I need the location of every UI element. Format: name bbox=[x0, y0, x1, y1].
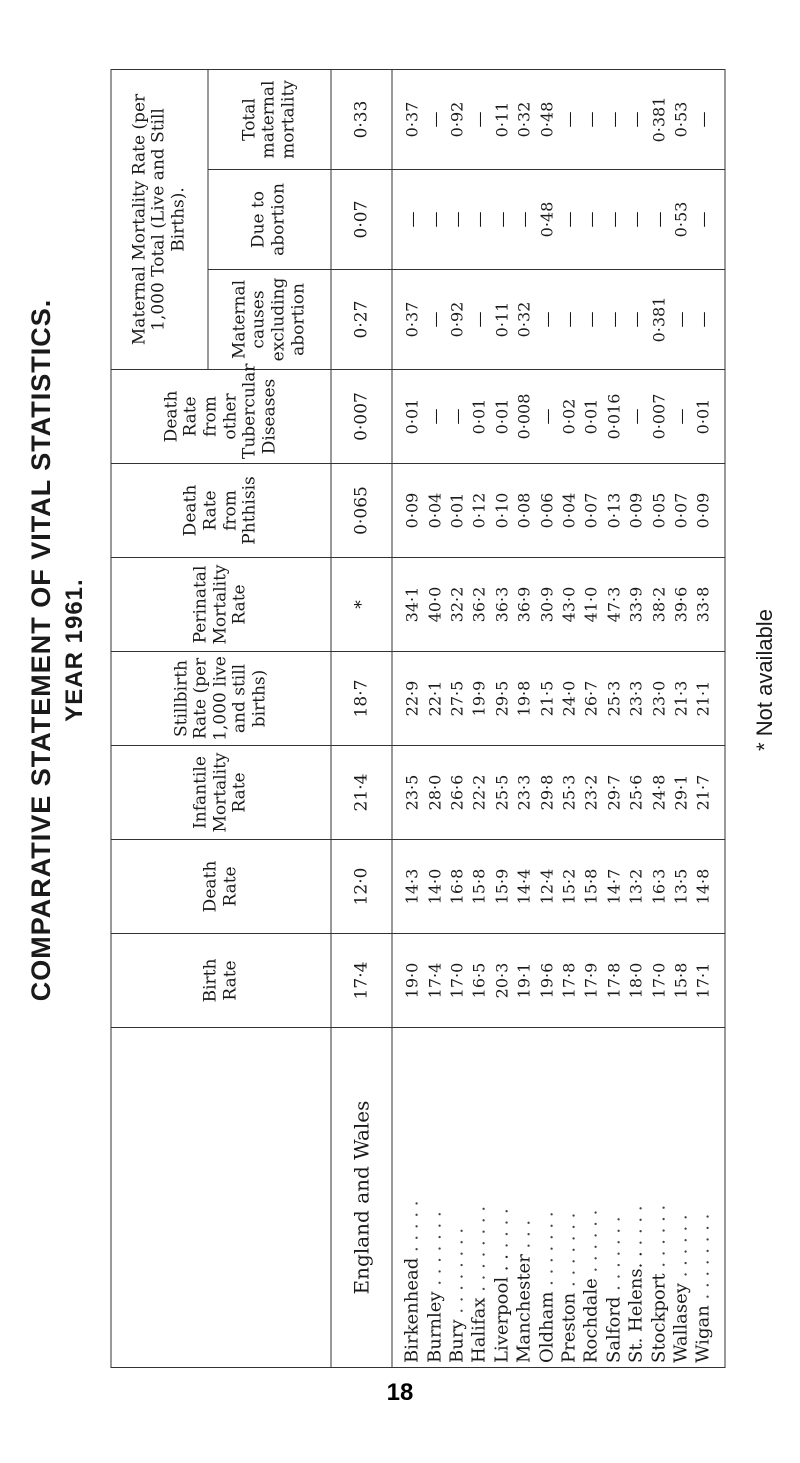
header-phthisis: Death Rate from Phthisis bbox=[111, 464, 331, 558]
cell-still: 26·7 bbox=[581, 680, 601, 717]
cell-mat-abort: — bbox=[693, 211, 713, 228]
cell-death: 13·5 bbox=[670, 868, 690, 905]
area-label: Salford bbox=[602, 1296, 624, 1363]
cell-perinatal: 33·9 bbox=[626, 586, 646, 623]
cell-tuberc: 0·01 bbox=[469, 398, 489, 435]
cell-phthisis: 0·08 bbox=[514, 492, 534, 529]
phthisis-column bbox=[392, 464, 725, 558]
area-name bbox=[625, 1032, 647, 1363]
cell-birth: 17·8 bbox=[603, 962, 623, 999]
cell-mat-excl: — bbox=[469, 311, 489, 328]
cell-perinatal: 39·6 bbox=[670, 586, 690, 623]
cell-still: 19·9 bbox=[469, 680, 489, 717]
leader-dots: . . . . . . . . bbox=[446, 1227, 468, 1314]
cell-infant: 23·2 bbox=[581, 774, 601, 811]
area-label: Wigan bbox=[692, 1305, 714, 1363]
area-name bbox=[491, 1032, 513, 1363]
cell-phthisis: 0·09 bbox=[626, 492, 646, 529]
cell-death: 16·8 bbox=[447, 868, 467, 905]
cell-mat-abort: 0·53 bbox=[670, 201, 690, 238]
header-maternal-total: Total maternal mortality bbox=[208, 69, 331, 169]
cell-infant: 21·7 bbox=[693, 774, 713, 811]
cell-death: 14·8 bbox=[693, 868, 713, 905]
birth-rate-column bbox=[392, 934, 725, 1028]
cell-still: 19·8 bbox=[514, 680, 534, 717]
area-label: Manchester bbox=[513, 1254, 535, 1363]
area-name bbox=[424, 1032, 446, 1363]
header-stillbirth-rate: Stillbirth Rate (per 1,000 live and still births) bbox=[111, 652, 331, 746]
cell-birth: 18·0 bbox=[626, 962, 646, 999]
leader-dots: . . . . . bbox=[401, 1200, 423, 1253]
cell-phthisis: 0·01 bbox=[447, 492, 467, 529]
leader-dots: . . . . . . . bbox=[602, 1216, 624, 1291]
cell-mat-excl: 0·37 bbox=[402, 301, 422, 338]
footnote: * Not available bbox=[752, 609, 777, 751]
cell-phthisis: 0·04 bbox=[424, 492, 444, 529]
leader-dots: . . . . bbox=[625, 1205, 647, 1246]
stillbirth-column bbox=[392, 652, 725, 746]
cell-mat-abort: — bbox=[603, 211, 623, 228]
cell-mat-abort: — bbox=[626, 211, 646, 228]
cell-death: 12·4 bbox=[536, 868, 556, 905]
cell-tuberc: — bbox=[424, 408, 444, 425]
ew-infantile: 21·4 bbox=[331, 746, 392, 840]
area-label: Stockport bbox=[647, 1273, 669, 1363]
area-label: Liverpool . . bbox=[490, 1254, 512, 1363]
cell-mat-excl: 0·381 bbox=[648, 296, 668, 343]
cell-infant: 26·6 bbox=[447, 774, 467, 811]
cell-tuberc: — bbox=[536, 408, 556, 425]
area-label: Birkenhead bbox=[401, 1257, 423, 1363]
vital-statistics-table bbox=[110, 69, 725, 1368]
ew-death-rate: 12·0 bbox=[331, 840, 392, 934]
footnote-area bbox=[740, 520, 790, 840]
area-label: Bury bbox=[446, 1319, 468, 1363]
cell-infant: 28·0 bbox=[424, 774, 444, 811]
area-name-column bbox=[392, 1028, 725, 1368]
infantile-column bbox=[392, 746, 725, 840]
cell-mat-abort: — bbox=[402, 211, 422, 228]
cell-tuberc: 0·01 bbox=[581, 398, 601, 435]
area-name bbox=[468, 1032, 490, 1363]
cell-phthisis: 0·12 bbox=[469, 492, 489, 529]
cell-death: 14·0 bbox=[424, 868, 444, 905]
cell-birth: 15·8 bbox=[670, 962, 690, 999]
cell-infant: 22·2 bbox=[469, 774, 489, 811]
cell-mat-abort: 0·48 bbox=[536, 201, 556, 238]
cell-tuberc: 0·01 bbox=[693, 398, 713, 435]
leader-dots: . . . . . . bbox=[580, 1209, 602, 1273]
cell-mat-total: 0·48 bbox=[536, 101, 556, 138]
leader-dots: . . . . bbox=[490, 1208, 512, 1249]
leader-dots: . . . . . . . bbox=[558, 1212, 579, 1287]
cell-birth: 17·8 bbox=[559, 962, 578, 999]
cell-mat-total: — bbox=[626, 111, 646, 128]
england-wales-label: England and Wales bbox=[331, 1028, 392, 1368]
cell-mat-excl: — bbox=[559, 311, 578, 328]
title-year: YEAR 1961. bbox=[60, 578, 88, 722]
cell-tuberc: 0·01 bbox=[491, 398, 511, 435]
cell-phthisis: 0·09 bbox=[693, 492, 713, 529]
ew-perinatal: * bbox=[331, 558, 392, 652]
cell-infant: 25·3 bbox=[559, 774, 578, 811]
area-label: Preston bbox=[558, 1292, 579, 1363]
cell-birth: 17·9 bbox=[581, 962, 601, 999]
cell-tuberc: — bbox=[670, 408, 690, 425]
cell-tuberc: 0·008 bbox=[514, 393, 534, 440]
cell-birth: 17·0 bbox=[648, 962, 668, 999]
cell-infant: 23·5 bbox=[402, 774, 422, 811]
cell-tuberc: — bbox=[626, 408, 646, 425]
header-maternal-excl-abortion: Maternal causes excluding abortion bbox=[208, 270, 331, 370]
cell-perinatal: 30·9 bbox=[536, 586, 556, 623]
cell-mat-total: 0·53 bbox=[670, 101, 690, 138]
area-name bbox=[513, 1032, 535, 1363]
cell-mat-abort: — bbox=[447, 211, 467, 228]
area-name bbox=[580, 1032, 602, 1363]
cell-death: 15·2 bbox=[559, 868, 578, 905]
cell-phthisis: 0·04 bbox=[559, 492, 578, 529]
area-name bbox=[692, 1032, 714, 1363]
area-name bbox=[401, 1032, 423, 1363]
header-maternal-abortion: Due to abortion bbox=[208, 170, 331, 270]
tubercular-column bbox=[392, 370, 725, 464]
page-number: 18 bbox=[386, 1379, 414, 1406]
cell-still: 23·0 bbox=[648, 680, 668, 717]
cell-perinatal: 40·0 bbox=[424, 586, 444, 623]
area-name bbox=[558, 1032, 580, 1363]
cell-still: 21·5 bbox=[536, 680, 556, 717]
cell-infant: 29·8 bbox=[536, 774, 556, 811]
cell-mat-abort: — bbox=[491, 211, 511, 228]
cell-mat-excl: 0·11 bbox=[491, 301, 511, 338]
page-title bbox=[12, 60, 102, 1240]
cell-perinatal: 38·2 bbox=[648, 586, 668, 623]
mat-total-column bbox=[392, 69, 725, 169]
cell-mat-abort: — bbox=[581, 211, 601, 228]
cell-phthisis: 0·06 bbox=[536, 492, 556, 529]
cell-death: 15·8 bbox=[469, 868, 489, 905]
header-area bbox=[111, 1028, 331, 1368]
area-label: Wallasey bbox=[669, 1283, 691, 1363]
cell-mat-total: 0·381 bbox=[648, 96, 668, 143]
leader-dots: . . . bbox=[513, 1219, 535, 1249]
ew-mat-abort: 0·07 bbox=[331, 170, 392, 270]
cell-tuberc: 0·007 bbox=[648, 393, 668, 440]
cell-birth: 19·0 bbox=[402, 962, 422, 999]
cell-death: 16·3 bbox=[648, 868, 668, 905]
ew-birth-rate: 17·4 bbox=[331, 934, 392, 1028]
cell-still: 27·5 bbox=[447, 680, 467, 717]
cell-death: 14·3 bbox=[402, 868, 422, 905]
cell-still: 29·5 bbox=[491, 680, 511, 717]
cell-still: 23·3 bbox=[626, 680, 646, 717]
cell-mat-total: — bbox=[693, 111, 713, 128]
header-row-1 bbox=[111, 69, 208, 1367]
title-area bbox=[12, 60, 102, 1240]
cell-death: 15·8 bbox=[581, 868, 601, 905]
leader-dots: . . . . . . . bbox=[423, 1211, 445, 1286]
ew-tubercular: 0·007 bbox=[331, 370, 392, 464]
header-maternal-mortality: Maternal Mortality Rate (per 1,000 Total (Live and Still Births). bbox=[111, 69, 208, 369]
cell-infant: 25·5 bbox=[491, 774, 511, 811]
england-wales-row bbox=[331, 69, 392, 1367]
death-rate-column bbox=[392, 840, 725, 934]
cell-mat-excl: 0·92 bbox=[447, 301, 467, 338]
cell-infant: 24·8 bbox=[648, 774, 668, 811]
cell-birth: 19·1 bbox=[514, 962, 534, 999]
cell-mat-total: 0·92 bbox=[447, 101, 467, 138]
cell-phthisis: 0·05 bbox=[648, 492, 668, 529]
cell-perinatal: 36·2 bbox=[469, 586, 489, 623]
cell-death: 13·2 bbox=[626, 868, 646, 905]
cell-death: 14·4 bbox=[514, 868, 534, 905]
cell-perinatal: 32·2 bbox=[447, 586, 467, 623]
leader-dots: . . . . . . . bbox=[535, 1211, 557, 1286]
ew-stillbirth: 18·7 bbox=[331, 652, 392, 746]
cell-mat-total: 0·37 bbox=[402, 101, 422, 138]
cell-birth: 16·5 bbox=[469, 962, 489, 999]
cell-mat-excl: — bbox=[626, 311, 646, 328]
cell-infant: 23·3 bbox=[514, 774, 534, 811]
cell-birth: 17·1 bbox=[693, 962, 713, 999]
areas-row bbox=[392, 69, 725, 1367]
cell-death: 15·9 bbox=[491, 868, 511, 905]
cell-perinatal: 34·1 bbox=[402, 586, 422, 623]
mat-abort-column bbox=[392, 170, 725, 270]
cell-mat-abort: — bbox=[469, 211, 489, 228]
cell-phthisis: 0·10 bbox=[491, 492, 511, 529]
cell-mat-excl: — bbox=[536, 311, 556, 328]
cell-phthisis: 0·13 bbox=[603, 492, 623, 529]
cell-mat-abort: — bbox=[559, 211, 578, 228]
area-name bbox=[536, 1032, 558, 1363]
area-name bbox=[603, 1032, 625, 1363]
area-name bbox=[648, 1032, 670, 1363]
header-infantile-mortality: Infantile Mortality Rate bbox=[111, 746, 331, 840]
cell-infant: 29·7 bbox=[603, 774, 623, 811]
cell-birth: 19·6 bbox=[536, 962, 556, 999]
cell-infant: 25·6 bbox=[626, 774, 646, 811]
cell-mat-excl: — bbox=[670, 311, 690, 328]
cell-tuberc: 0·01 bbox=[402, 398, 422, 435]
cell-mat-abort: — bbox=[424, 211, 444, 228]
ew-mat-total: 0·33 bbox=[331, 69, 392, 169]
cell-still: 21·3 bbox=[670, 680, 690, 717]
cell-perinatal: 36·3 bbox=[491, 586, 511, 623]
cell-mat-total: — bbox=[581, 111, 601, 128]
leader-dots: . . . . . . . . bbox=[692, 1213, 714, 1300]
cell-still: 25·3 bbox=[603, 680, 623, 717]
header-perinatal-mortality: Perinatal Mortality Rate bbox=[111, 558, 331, 652]
area-name bbox=[670, 1032, 692, 1363]
cell-mat-excl: — bbox=[424, 311, 444, 328]
cell-tuberc: 0·02 bbox=[559, 398, 578, 435]
cell-mat-excl: 0·32 bbox=[514, 301, 534, 338]
cell-mat-abort: — bbox=[514, 211, 534, 228]
cell-perinatal: 43·0 bbox=[559, 586, 578, 623]
area-name bbox=[446, 1032, 468, 1363]
mat-excl-column bbox=[392, 270, 725, 370]
leader-dots: . . . . . . . . bbox=[468, 1205, 490, 1292]
cell-still: 21·1 bbox=[693, 680, 713, 717]
cell-phthisis: 0·09 bbox=[402, 492, 422, 529]
cell-mat-excl: — bbox=[581, 311, 601, 328]
cell-mat-abort: — bbox=[648, 211, 668, 228]
cell-mat-total: — bbox=[424, 111, 444, 128]
table-rotator bbox=[110, 80, 725, 1368]
cell-perinatal: 47·3 bbox=[603, 586, 623, 623]
area-label: Rochdale bbox=[580, 1278, 602, 1363]
cell-phthisis: 0·07 bbox=[670, 492, 690, 529]
header-death-rate: Death Rate bbox=[111, 840, 331, 934]
cell-perinatal: 41·0 bbox=[581, 586, 601, 623]
cell-mat-excl: — bbox=[693, 311, 713, 328]
area-label: St. Helens. . bbox=[625, 1251, 647, 1363]
cell-perinatal: 33·8 bbox=[693, 586, 713, 623]
area-label: Halifax bbox=[468, 1297, 490, 1363]
area-label: Oldham bbox=[535, 1291, 557, 1363]
cell-tuberc: 0·016 bbox=[603, 393, 623, 440]
leader-dots: . . . . . . bbox=[647, 1204, 669, 1268]
area-label: Burnley bbox=[423, 1291, 445, 1363]
cell-still: 22·9 bbox=[402, 680, 422, 717]
cell-mat-total: — bbox=[559, 111, 578, 128]
cell-still: 24·0 bbox=[559, 680, 578, 717]
title-main: COMPARATIVE STATEMENT OF VITAL STATISTICS. bbox=[25, 298, 56, 1002]
cell-mat-total: 0·32 bbox=[514, 101, 534, 138]
cell-perinatal: 36·9 bbox=[514, 586, 534, 623]
perinatal-column bbox=[392, 558, 725, 652]
leader-dots: . . . . . . bbox=[669, 1214, 691, 1278]
header-other-tubercular: Death Rate from other Tubercular Diseases bbox=[111, 370, 331, 464]
cell-mat-total: 0·11 bbox=[491, 101, 511, 138]
cell-birth: 17·4 bbox=[424, 962, 444, 999]
cell-tuberc: — bbox=[447, 408, 467, 425]
ew-mat-excl: 0·27 bbox=[331, 270, 392, 370]
cell-birth: 20·3 bbox=[491, 962, 511, 999]
cell-mat-total: — bbox=[603, 111, 623, 128]
cell-birth: 17·0 bbox=[447, 962, 467, 999]
header-birth-rate: Birth Rate bbox=[111, 934, 331, 1028]
cell-phthisis: 0·07 bbox=[581, 492, 601, 529]
cell-mat-total: — bbox=[469, 111, 489, 128]
cell-still: 22·1 bbox=[424, 680, 444, 717]
cell-death: 14·7 bbox=[603, 868, 623, 905]
table-holder bbox=[110, 80, 725, 1368]
cell-mat-excl: — bbox=[603, 311, 623, 328]
cell-infant: 29·1 bbox=[670, 774, 690, 811]
ew-phthisis: 0·065 bbox=[331, 464, 392, 558]
